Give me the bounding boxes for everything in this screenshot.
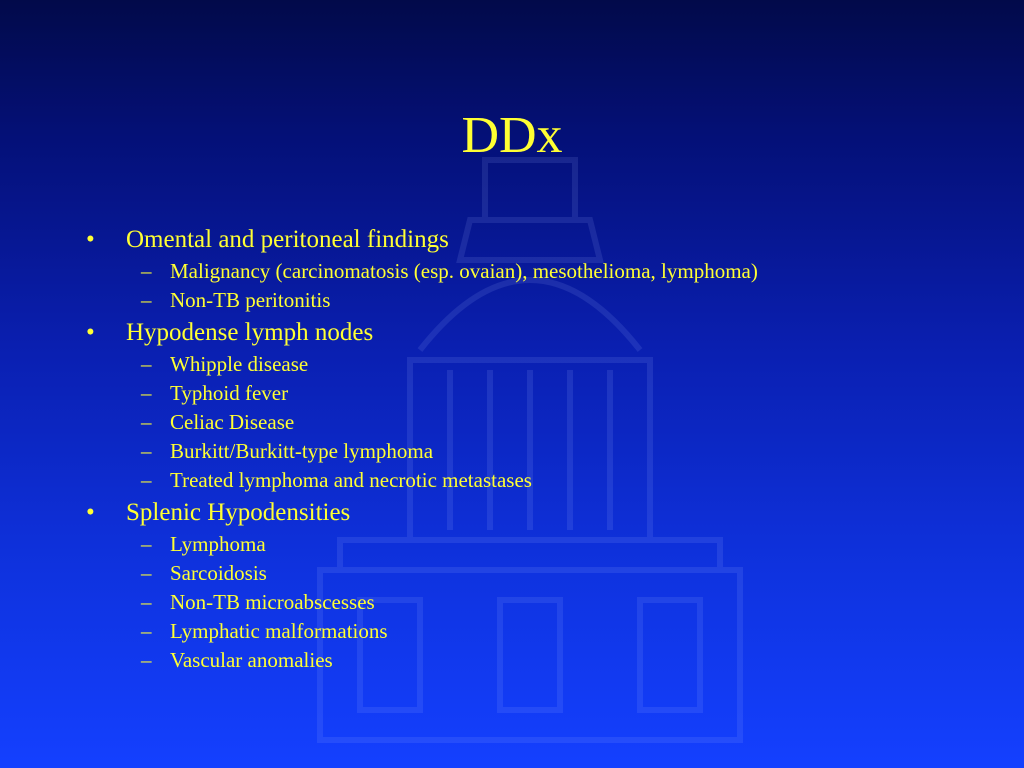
dash-marker: –	[141, 619, 152, 643]
sub-bullet-item	[86, 257, 986, 286]
dash-marker: –	[141, 381, 152, 405]
dash-marker: –	[141, 648, 152, 672]
bullet-marker: •	[86, 319, 95, 346]
sub-bullet-item	[86, 286, 986, 315]
sub-bullet-item	[86, 466, 986, 495]
dash-marker: –	[141, 410, 152, 434]
sub-bullet-text: Sarcoidosis	[170, 561, 267, 585]
sub-bullet-item	[86, 646, 986, 675]
dash-marker: –	[141, 561, 152, 585]
dash-marker: –	[141, 468, 152, 492]
sub-bullet-text: Lymphatic malformations	[170, 619, 388, 643]
bullet-item	[86, 315, 986, 350]
dash-marker: –	[141, 590, 152, 614]
dash-marker: –	[141, 288, 152, 312]
sub-bullet-item	[86, 408, 986, 437]
slide-title: DDx	[461, 107, 563, 164]
bullet-marker: •	[86, 226, 95, 253]
bullet-marker: •	[86, 499, 95, 526]
sub-bullet-text: Whipple disease	[170, 352, 309, 376]
sub-bullet-item	[86, 617, 986, 646]
bullet-item	[86, 495, 986, 530]
sub-bullet-item	[86, 588, 986, 617]
sub-bullet-text: Treated lymphoma and necrotic metastases	[170, 468, 532, 492]
bullet-text: Hypodense lymph nodes	[126, 319, 374, 346]
sub-bullet-text: Typhoid fever	[170, 381, 289, 405]
dash-marker: –	[141, 532, 152, 556]
sub-bullet-item	[86, 559, 986, 588]
sub-bullet-item	[86, 530, 986, 559]
bullet-text: Splenic Hypodensities	[126, 499, 351, 526]
sub-bullet-text: Non-TB peritonitis	[170, 288, 331, 312]
sub-bullet-item	[86, 350, 986, 379]
dash-marker: –	[141, 352, 152, 376]
bullet-item	[86, 222, 986, 257]
sub-bullet-text: Lymphoma	[170, 532, 266, 556]
bullet-list	[86, 222, 986, 675]
sub-bullet-text: Burkitt/Burkitt-type lymphoma	[170, 439, 434, 463]
sub-bullet-item	[86, 437, 986, 466]
sub-bullet-text: Malignancy (carcinomatosis (esp. ovaian), mesothelioma, lymphoma)	[170, 259, 758, 283]
dash-marker: –	[141, 439, 152, 463]
sub-bullet-text: Non-TB microabscesses	[170, 590, 375, 614]
sub-bullet-text: Vascular anomalies	[170, 648, 333, 672]
dash-marker: –	[141, 259, 152, 283]
bullet-text: Omental and peritoneal findings	[126, 226, 449, 253]
sub-bullet-item	[86, 379, 986, 408]
sub-bullet-text: Celiac Disease	[170, 410, 295, 434]
